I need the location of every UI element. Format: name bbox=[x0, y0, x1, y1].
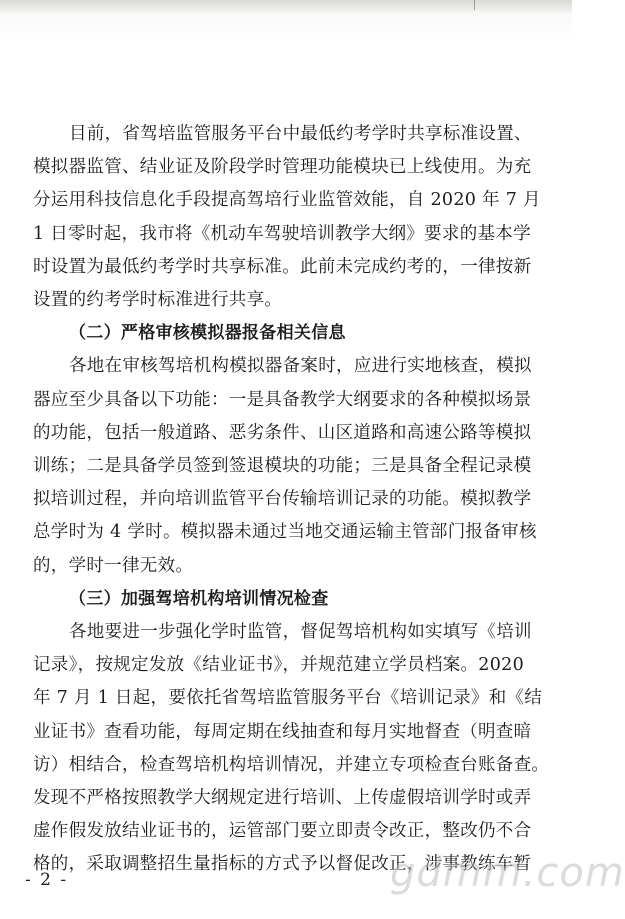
scan-top-shadow bbox=[0, 0, 572, 14]
text-line: 记录》，按规定发放《结业证书》，并规范建立学员档案。2020 bbox=[33, 655, 525, 676]
text-line: 发现不严格按照教学大纲规定进行培训、上传虚假培训学时或弄 bbox=[33, 788, 532, 809]
page-number: - 2 - bbox=[25, 870, 69, 890]
text-line: 1 日零时起，我市将《机动车驾驶培训教学大纲》要求的基本学 bbox=[33, 223, 531, 244]
text-line: 访）相结合，检查驾培机构培训情况，并建立专项检查台账备查。 bbox=[33, 754, 550, 775]
text-line: 虚作假发放结业证书的，运管部门要立即责令改正，整改仍不合 bbox=[33, 821, 532, 842]
text-line: 年 7 月 1 日起，要依托省驾培监管服务平台《培训记录》和《结 bbox=[33, 688, 543, 709]
text-line: 训练；二是具备学员签到签退模块的功能；三是具备全程记录模 bbox=[33, 456, 532, 477]
text-line: 目前，省驾培监管服务平台中最低约考学时共享标准设置、 bbox=[69, 124, 532, 144]
text-line: 的功能，包括一般道路、恶劣条件、山区道路和高速公路等模拟 bbox=[33, 422, 532, 443]
paragraph-3 bbox=[33, 616, 550, 882]
text-line: 格的，采取调整招生量指标的方式予以督促改正，涉事教练车暂 bbox=[33, 854, 532, 875]
text-line: 设置的约考学时标准进行共享。 bbox=[33, 290, 283, 311]
paragraph-2 bbox=[33, 350, 541, 582]
text-line: 时设置为最低约考学时共享标准。此前未完成约考的，一律按新 bbox=[33, 256, 532, 277]
text-line: 分运用科技信息化手段提高驾培行业监管效能，自 2020 年 7 月 bbox=[33, 190, 541, 211]
text-line: 拟培训过程，并向培训监管平台传输培训记录的功能。模拟教学 bbox=[33, 489, 532, 510]
text-line: 业证书》查看功能，每周定期在线抽查和每月实地督查（明查暗 bbox=[33, 721, 532, 742]
text-line: 各地要进一步强化学时监管，督促驾培机构如实填写《培训 bbox=[69, 622, 532, 643]
watermark-logo: gdmm.com bbox=[390, 850, 625, 896]
text-line: 模拟器监管、结业证及阶段学时管理功能模块已上线使用。为充 bbox=[33, 157, 532, 178]
text-line: 总学时为 4 学时。模拟器未通过当地交通运输主管部门报备审核 bbox=[33, 522, 537, 543]
text-line: 的，学时一律无效。 bbox=[33, 555, 194, 576]
section-heading-2: （二）严格审核模拟器报备相关信息 bbox=[69, 323, 346, 344]
document-body bbox=[33, 118, 550, 882]
section-heading-3: （三）加强驾培机构培训情况检查 bbox=[69, 588, 329, 609]
text-line: 各地在审核驾培机构模拟器备案时，应进行实地核查，模拟 bbox=[69, 356, 532, 377]
text-line: 器应至少具备以下功能：一是具备教学大纲要求的各种模拟场景 bbox=[33, 389, 532, 410]
paragraph-1 bbox=[33, 118, 541, 317]
scan-edge-mark bbox=[474, 0, 475, 10]
